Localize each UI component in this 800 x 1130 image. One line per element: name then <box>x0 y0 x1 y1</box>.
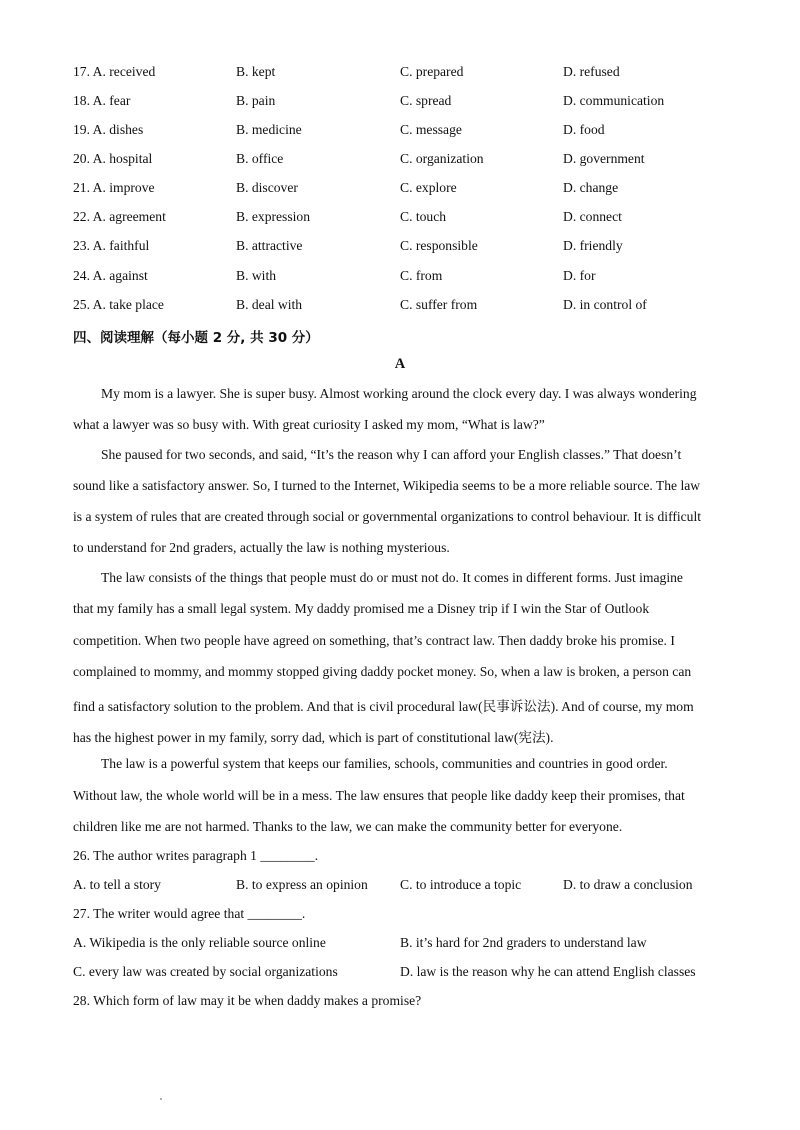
option-d: D. law is the reason why he can attend English classes <box>400 964 696 979</box>
option-c: C. to introduce a topic <box>400 877 522 892</box>
question-27-stem: 27. The writer would agree that ________. <box>73 906 306 921</box>
question-26-stem: 26. The author writes paragraph 1 ________. <box>73 848 319 863</box>
option-b: B. pain <box>236 93 276 108</box>
option-c: C. suffer from <box>400 297 478 312</box>
option-d: D. connect <box>563 209 622 224</box>
option-b: B. to express an opinion <box>236 877 368 892</box>
question-28-stem: 28. Which form of law may it be when daddy makes a promise? <box>73 993 422 1008</box>
passage-line: competition. When two people have agreed on something, that’s contract law. Then daddy broke his promise. I <box>73 633 675 648</box>
option-a: 23. A. faithful <box>73 238 150 253</box>
passage-line: that my family has a small legal system. My daddy promised me a Disney trip if I win the Star of Outlook <box>73 601 650 616</box>
option-d: D. friendly <box>563 238 623 253</box>
option-row-18 <box>73 93 733 113</box>
section-heading: 四、阅读理解（每小题 2 分, 共 30 分） <box>73 330 319 346</box>
passage-line: The law consists of the things that people must do or must not do. It comes in different forms. Just imagine <box>101 570 683 585</box>
option-c: C. message <box>400 122 462 137</box>
option-a: 18. A. fear <box>73 93 131 108</box>
passage-line: to understand for 2nd graders, actually the law is nothing mysterious. <box>73 540 450 555</box>
question-26-options <box>73 877 733 897</box>
option-a: 17. A. received <box>73 64 156 79</box>
option-d: D. for <box>563 268 596 283</box>
option-b: B. attractive <box>236 238 303 253</box>
page-dot <box>160 1098 162 1100</box>
option-a: 20. A. hospital <box>73 151 153 166</box>
option-row-17 <box>73 64 733 84</box>
question-27-options-cd <box>73 964 733 984</box>
option-c: C. responsible <box>400 238 478 253</box>
option-b: B. discover <box>236 180 298 195</box>
option-d: D. government <box>563 151 645 166</box>
option-b: B. medicine <box>236 122 302 137</box>
option-a: 22. A. agreement <box>73 209 166 224</box>
option-b: B. expression <box>236 209 311 224</box>
option-d: D. in control of <box>563 297 647 312</box>
option-a: 21. A. improve <box>73 180 155 195</box>
passage-line: is a system of rules that are created through social or governmental organizations to control behaviour. It is difficult <box>73 509 702 524</box>
option-row-22 <box>73 209 733 229</box>
passage-line: complained to mommy, and mommy stopped giving daddy pocket money. So, when a law is broken, a person can <box>73 664 692 679</box>
option-d: D. change <box>563 180 619 195</box>
option-b: B. with <box>236 268 277 283</box>
question-27-options-ab <box>73 935 733 955</box>
option-b: B. kept <box>236 64 276 79</box>
passage-line: children like me are not harmed. Thanks to the law, we can make the community better for everyone. <box>73 819 623 834</box>
option-d: D. food <box>563 122 605 137</box>
option-a: A. to tell a story <box>73 877 161 892</box>
option-c: C. organization <box>400 151 484 166</box>
option-row-20 <box>73 151 733 171</box>
option-c: C. from <box>400 268 443 283</box>
option-row-25 <box>73 297 733 317</box>
option-row-23 <box>73 238 733 258</box>
option-row-21 <box>73 180 733 200</box>
option-a: A. Wikipedia is the only reliable source online <box>73 935 326 950</box>
option-c: C. touch <box>400 209 447 224</box>
passage-title: A <box>394 356 406 372</box>
passage-line: The law is a powerful system that keeps our families, schools, communities and countries in good order. <box>101 756 668 771</box>
option-c: C. every law was created by social organizations <box>73 964 338 979</box>
option-b: B. office <box>236 151 284 166</box>
passage-line: Without law, the whole world will be in a mess. The law ensures that people like daddy keep their promises, that <box>73 788 685 803</box>
passage-line: She paused for two seconds, and said, “It’s the reason why I can afford your English classes.” That doesn’t <box>101 447 682 462</box>
passage-line: sound like a satisfactory answer. So, I turned to the Internet, Wikipedia seems to be a more reliable source. The law <box>73 478 701 493</box>
option-row-19 <box>73 122 733 142</box>
option-b: B. it’s hard for 2nd graders to understand law <box>400 935 647 950</box>
option-d: D. communication <box>563 93 665 108</box>
option-a: 19. A. dishes <box>73 122 144 137</box>
option-a: 25. A. take place <box>73 297 164 312</box>
passage-line: find a satisfactory solution to the problem. And that is civil procedural law(民事诉讼法). And of course, my mom <box>73 699 694 714</box>
option-c: C. spread <box>400 93 452 108</box>
option-c: C. prepared <box>400 64 464 79</box>
option-row-24 <box>73 268 733 288</box>
passage-line: what a lawyer was so busy with. With great curiosity I asked my mom, “What is law?” <box>73 417 545 432</box>
passage-line: My mom is a lawyer. She is super busy. Almost working around the clock every day. I was always wondering <box>101 386 697 401</box>
option-d: D. refused <box>563 64 620 79</box>
option-a: 24. A. against <box>73 268 148 283</box>
option-b: B. deal with <box>236 297 303 312</box>
option-d: D. to draw a conclusion <box>563 877 693 892</box>
passage-line: has the highest power in my family, sorry dad, which is part of constitutional law(宪法). <box>73 730 554 745</box>
option-c: C. explore <box>400 180 457 195</box>
